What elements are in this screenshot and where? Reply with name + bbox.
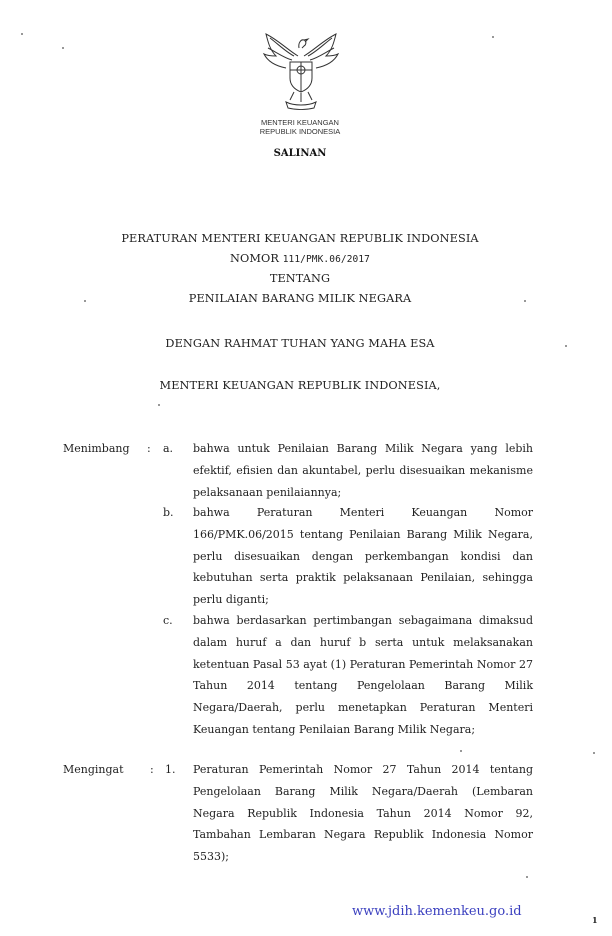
copy-label: SALINAN bbox=[273, 148, 327, 159]
menimbang-marker-b: b. bbox=[163, 506, 174, 519]
scan-speck bbox=[593, 752, 595, 754]
menimbang-marker-c: c. bbox=[163, 614, 173, 627]
scan-speck bbox=[62, 47, 64, 49]
regulation-subject: PENILAIAN BARANG MILIK NEGARA bbox=[188, 292, 412, 305]
tentang-label: TENTANG bbox=[269, 272, 331, 285]
scan-speck bbox=[21, 33, 23, 35]
menimbang-marker-a: a. bbox=[163, 442, 174, 455]
mengingat-item-1: Peraturan Pemerintah Nomor 27 Tahun 2014 tentang Pengelolaan Barang Milik Negara/Daerah (Lembaran Negara Republik Indonesia Tahun 2014 Nomor 92, Tambahan Lembaran Negara Republik Indonesia Nomor 5533); bbox=[193, 763, 533, 864]
ministry-line-1: MENTERI KEUANGAN bbox=[261, 118, 339, 127]
menimbang-item-c: bahwa berdasarkan pertimbangan sebagaimana dimaksud dalam huruf a dan huruf b serta untuk melaksanakan ketentuan Pasal 53 ayat (1) Peraturan Pemerintah Nomor 27 Tahun 2014 tentang Pengelolaan Barang Milik Negara/Daerah, perlu menetapkan Peraturan Menteri Keuangan tentang Penilaian Barang Milik Negara; bbox=[193, 614, 533, 736]
scan-speck bbox=[492, 36, 494, 38]
regulation-title: PERATURAN MENTERI KEUANGAN REPUBLIK INDONESIA bbox=[121, 232, 479, 245]
page-number: 1 bbox=[592, 915, 598, 925]
nomor-label: NOMOR bbox=[230, 252, 279, 265]
scan-speck bbox=[460, 750, 462, 752]
menimbang-item-b: bahwa Peraturan Menteri Keuangan Nomor 166/PMK.06/2015 tentang Penilaian Barang Milik Negara, perlu disesuaikan dengan perkembangan kondisi dan kebutuhan serta praktik pelaksanaan Penilaian, sehingga perlu diganti; bbox=[193, 506, 533, 607]
menimbang-label: Menimbang bbox=[63, 442, 130, 455]
mengingat-marker-1: 1. bbox=[165, 763, 176, 776]
website-link[interactable]: www.jdih.kemenkeu.go.id bbox=[352, 904, 522, 919]
invocation: DENGAN RAHMAT TUHAN YANG MAHA ESA bbox=[165, 337, 435, 350]
scan-speck bbox=[526, 876, 528, 878]
menimbang-colon: : bbox=[147, 442, 151, 455]
regulation-number bbox=[60, 252, 540, 265]
scan-speck bbox=[84, 300, 86, 302]
garuda-emblem-icon bbox=[258, 26, 344, 112]
scan-speck bbox=[565, 345, 567, 347]
ministry-header bbox=[200, 118, 400, 136]
issuer: MENTERI KEUANGAN REPUBLIK INDONESIA, bbox=[159, 379, 441, 392]
scan-speck bbox=[524, 300, 526, 302]
ministry-line-2: REPUBLIK INDONESIA bbox=[259, 127, 341, 136]
nomor-value: 111/PMK.06/2017 bbox=[282, 254, 370, 265]
menimbang-item-a: bahwa untuk Penilaian Barang Milik Negara yang lebih efektif, efisien dan akuntabel, perlu disesuaikan mekanisme pelaksanaan penilaiannya; bbox=[193, 442, 533, 499]
mengingat-colon: : bbox=[150, 763, 154, 776]
mengingat-label: Mengingat bbox=[63, 763, 124, 776]
scan-speck bbox=[158, 404, 160, 406]
